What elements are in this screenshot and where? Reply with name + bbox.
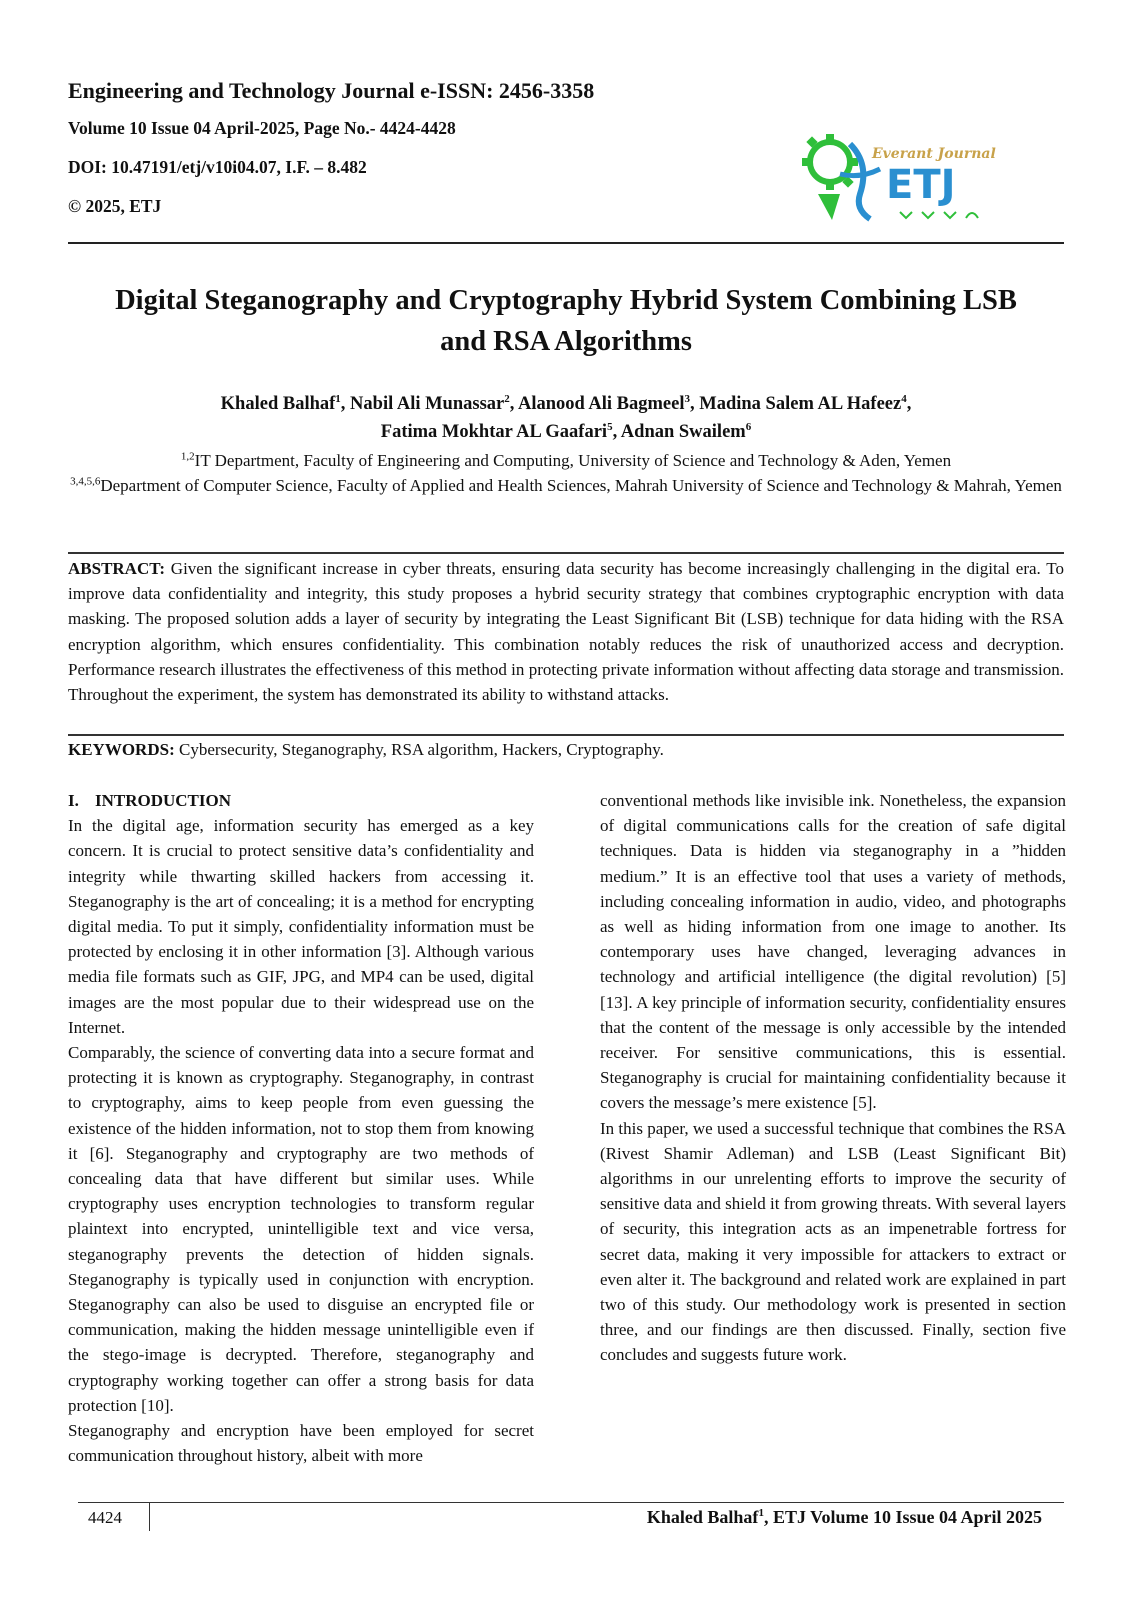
author-list: Khaled Balhaf$^1$, Nabil Ali Munassar$^2$, Alanood Ali Bagmeel$^3$, Madina Salem AL Hafeez$^4$, Fatima Mokhtar AL Gaafari$^5$, Adnan Swailem$^6$ — [220, 392, 912, 442]
abstract-text: Given the significant increase in cyber threats, ensuring data security has become increasingly challenging in the digital era. To improve data confidentiality and integrity, this study proposes a hybrid security strategy that combines cryptographic encryption with data masking. The proposed solution adds a layer of security by integrating the Least Significant Bit (LSB) technique for data hiding with the RSA encryption algorithm, which ensures confidentiality. This combination notably reduces the risk of unauthorized access and decryption. Performance research illustrates the effectiveness of this method in protecting private information without affecting data storage and transmission. Throughout the experiment, the system has demonstrated its ability to withstand attacks. — [68, 559, 1065, 705]
copyright-info: © 2025, ETJ — [68, 196, 162, 216]
etj-logo — [800, 124, 1000, 224]
abstract-label: ABSTRACT: — [68, 559, 165, 578]
running-footer: Khaled Balhaf$^1$, ETJ Volume 10 Issue 04 April 2025 — [646, 1507, 1042, 1527]
footer-rule — [78, 1502, 1064, 1503]
author-name: Nabil Ali Munassar — [350, 394, 505, 414]
author-name: Khaled Balhaf — [220, 394, 336, 414]
gear-icon — [802, 134, 858, 190]
footer-separator — [149, 1503, 150, 1531]
header-rule — [68, 242, 1064, 244]
journal-header — [68, 78, 688, 235]
doi-info: DOI: 10.47191/etj/v10i04.07, I.F. – 8.482 — [68, 157, 367, 177]
abstract — [68, 556, 1064, 707]
affiliation-1: $^{1,2}$IT Department, Faculty of Engineering and Computing, University of Science and Technology & Aden, Yemen — [180, 450, 952, 470]
author-name: Fatima Mokhtar AL Gaafari — [380, 422, 608, 442]
paragraph: conventional methods like invisible ink. Nonetheless, the expansion of digital communications calls for the creation of safe digital techniques. Data is hidden via steganography in a ”hidden medium.” It is an effective tool that uses a variety of methods, including concealing information in audio, video, and photographs as well as hiding information from one image to another. Its contemporary uses have changed, leveraging advances in technology and artificial intelligence (the digital revolution) [5] [13]. A key principle of information security, confidentiality ensures that the content of the message is only accessible by the intended receiver. For sensitive communications, this is essential. Steganography is crucial for maintaining confidentiality because it covers the message’s mere existence [5]. — [600, 791, 1066, 1113]
right-column — [600, 788, 1066, 1368]
page-number: 4424 — [88, 1508, 122, 1527]
volume-info: Volume 10 Issue 04 April-2025, Page No.- 4424-4428 — [68, 118, 456, 138]
paragraph: Steganography and encryption have been employed for secret communication throughout history, albeit with more — [68, 1421, 534, 1466]
paragraph: In the digital age, information security has emerged as a key concern. It is crucial to protect sensitive data’s confidentiality and integrity while thwarting skilled hackers from accessing it. Steganography is the art of concealing; it is a method for encrypting digital media. To put it simply, confidentiality information must be protected by enclosing it in other information [3]. Although various media file formats such as GIF, JPG, and MP4 can be used, digital images are the most popular due to their widespread use on the Internet. — [68, 816, 534, 1037]
paragraph: Comparably, the science of converting data into a secure format and protecting it is known as cryptography. Steganography, in contrast to cryptography, aims to keep people from even guessing the existence of the hidden information, not to stop them from knowing it [6]. Steganography and cryptography are two methods of concealing data that have different but similar uses. While cryptography uses encryption technologies to transform regular plaintext into encrypted, unintelligible text and vice versa, steganography prevents the detection of hidden signals. Steganography is typically used in conjunction with encryption. Steganography can also be used to disguise an encrypted file or communication, making the hidden message unintelligible even if the stego-image is decrypted. Therefore, steganography and cryptography working together can offer a strong basis for data protection [10]. — [68, 1043, 534, 1415]
paragraph: In this paper, we used a successful technique that combines the RSA (Rivest Shamir Adleman) and LSB (Least Significant Bit) algorithms in our unrelenting efforts to improve the security of sensitive data and shield it from growing threats. With several layers of security, this integration acts as an impenetrable fortress for secret data, making it very impossible for attackers to extract or even alter it. The background and related work are explained in part two of this study. Our methodology work is presented in section three, and our findings are then discussed. Finally, section five concludes and suggests future work. — [600, 1118, 1066, 1365]
keywords-text: Cybersecurity, Steganography, RSA algorithm, Hackers, Cryptography. — [178, 740, 664, 759]
svg-text:Everant Journal: Everant Journal — [872, 146, 996, 162]
abstract-bottom-rule — [68, 734, 1064, 736]
svg-text:ETJ: ETJ — [886, 162, 956, 208]
title-line-1: Digital Steganography and Cryptography Hybrid System Combining LSB — [115, 285, 1017, 316]
left-column — [68, 788, 534, 1468]
keywords — [68, 737, 1064, 762]
title-line-2: and RSA Algorithms — [440, 326, 692, 357]
section-heading: I. INTRODUCTION — [68, 791, 232, 810]
keywords-label: KEYWORDS: — [68, 740, 175, 759]
author-name: Madina Salem AL Hafeez — [699, 394, 902, 414]
journal-name: Engineering and Technology Journal e-ISSN: 2456-3358 — [68, 78, 595, 103]
author-name: Adnan Swailem — [620, 422, 746, 442]
abstract-top-rule — [68, 552, 1064, 554]
affiliations — [68, 448, 1064, 498]
affiliation-2: $^{3,4,5,6}$Department of Computer Science, Faculty of Applied and Health Sciences, Mahrah University of Science and Technology & Mahrah, Yemen — [70, 475, 1062, 495]
author-name: Alanood Ali Bagmeel — [517, 394, 685, 414]
paper-title — [68, 280, 1064, 362]
